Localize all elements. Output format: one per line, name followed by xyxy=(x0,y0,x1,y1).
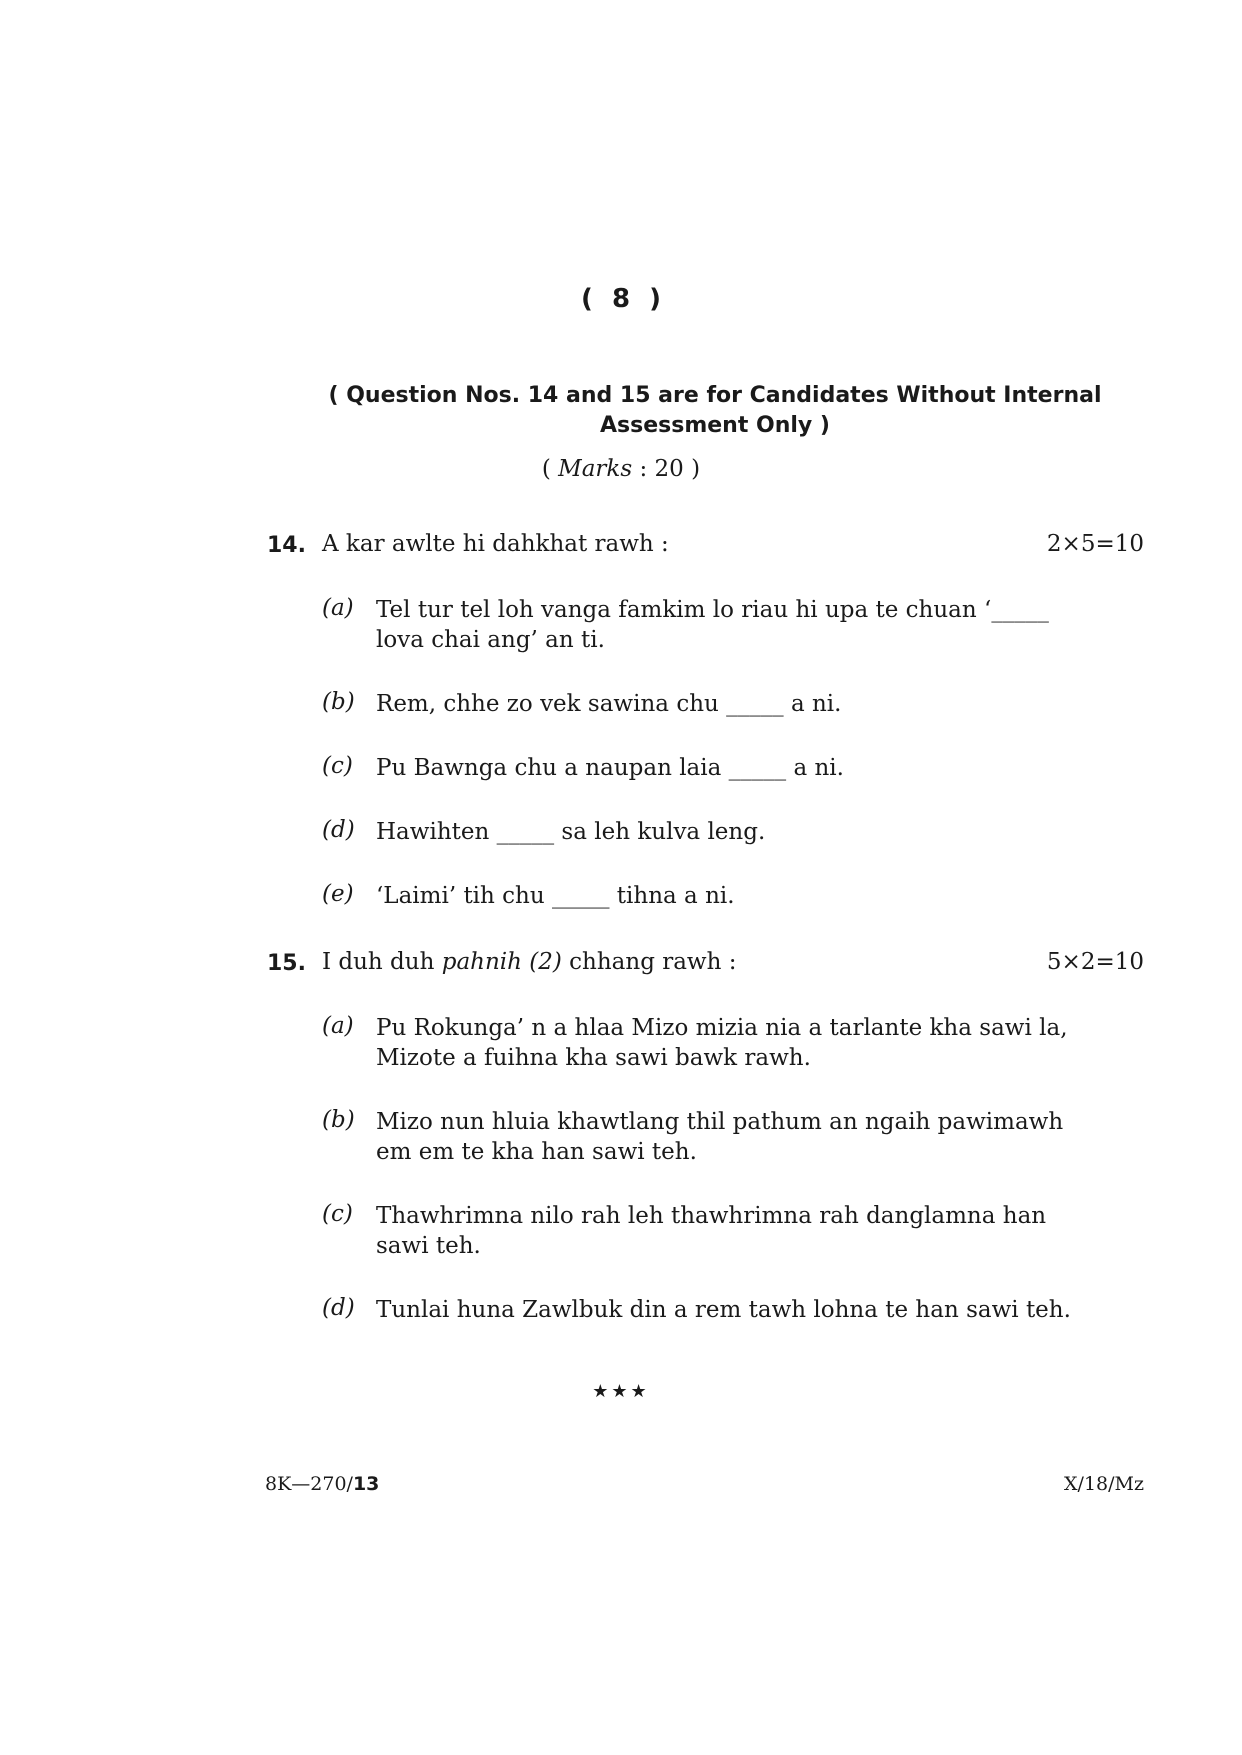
q15-item-a-text: Pu Rokunga’ n a hlaa Mizo mizia nia a tarlante kha sawi la, Mizote a fuihna kha sawi bawk rawh. xyxy=(376,1015,1068,1071)
q14-item-d-label: (d) xyxy=(322,817,355,843)
q14-item-e-text: ‘Laimi’ tih chu _____ tihna a ni. xyxy=(376,883,735,909)
section-marks xyxy=(0,456,1242,482)
q14-item-c-label: (c) xyxy=(322,753,353,779)
q15-item-b-text: Mizo nun hluia khawtlang thil pathum an ngaih pawimawh em em te kha han sawi teh. xyxy=(376,1109,1064,1165)
marks-open: ( xyxy=(541,456,551,482)
q15-text-after: chhang rawh : xyxy=(561,949,737,975)
q14-item-a-label: (a) xyxy=(322,595,354,621)
footer-paper-code: X/18/Mz xyxy=(1064,1473,1144,1495)
q15-item-d-label: (d) xyxy=(322,1295,355,1321)
question-14-text: A kar awlte hi dahkhat rawh : xyxy=(322,531,669,557)
q14-item-e-label: (e) xyxy=(322,881,354,907)
question-14-marks: 2×5=10 xyxy=(1046,531,1144,557)
q14-item-b-label: (b) xyxy=(322,689,355,715)
question-15-text xyxy=(322,949,737,975)
q15-item-a-label: (a) xyxy=(322,1013,354,1039)
question-15-marks: 5×2=10 xyxy=(1046,949,1144,975)
question-15-number: 15. xyxy=(267,951,306,976)
marks-label: Marks xyxy=(558,456,633,482)
end-mark: ★★★ xyxy=(592,1381,650,1402)
section-heading: ( Question Nos. 14 and 15 are for Candidates Without Internal Assessment Only ) xyxy=(328,383,1102,438)
q14-item-d-text: Hawihten _____ sa leh kulva leng. xyxy=(376,819,766,845)
page-number: ( 8 ) xyxy=(581,284,661,314)
q15-text-before: I duh duh xyxy=(322,949,442,975)
q15-item-b-label: (b) xyxy=(322,1107,355,1133)
q15-item-c-text: Thawhrimna nilo rah leh thawhrimna rah danglamna han sawi teh. xyxy=(376,1203,1047,1259)
marks-close: ) xyxy=(691,456,701,482)
q14-item-a-text: Tel tur tel loh vanga famkim lo riau hi upa te chuan ‘_____ lova chai ang’ an ti. xyxy=(376,597,1049,653)
footer-code-prefix: 8K—270/ xyxy=(265,1473,353,1495)
footer-code-bold: 13 xyxy=(352,1473,380,1495)
q15-item-c-label: (c) xyxy=(322,1201,353,1227)
q15-item-d-text: Tunlai huna Zawlbuk din a rem tawh lohna te han sawi teh. xyxy=(376,1297,1071,1323)
marks-value: : 20 xyxy=(639,456,684,482)
question-14-number: 14. xyxy=(267,533,306,558)
q15-text-italic: pahnih (2) xyxy=(441,949,562,975)
q14-item-c-text: Pu Bawnga chu a naupan laia _____ a ni. xyxy=(376,755,844,781)
footer-code xyxy=(265,1473,379,1495)
q14-item-b-text: Rem, chhe zo vek sawina chu _____ a ni. xyxy=(376,691,842,717)
